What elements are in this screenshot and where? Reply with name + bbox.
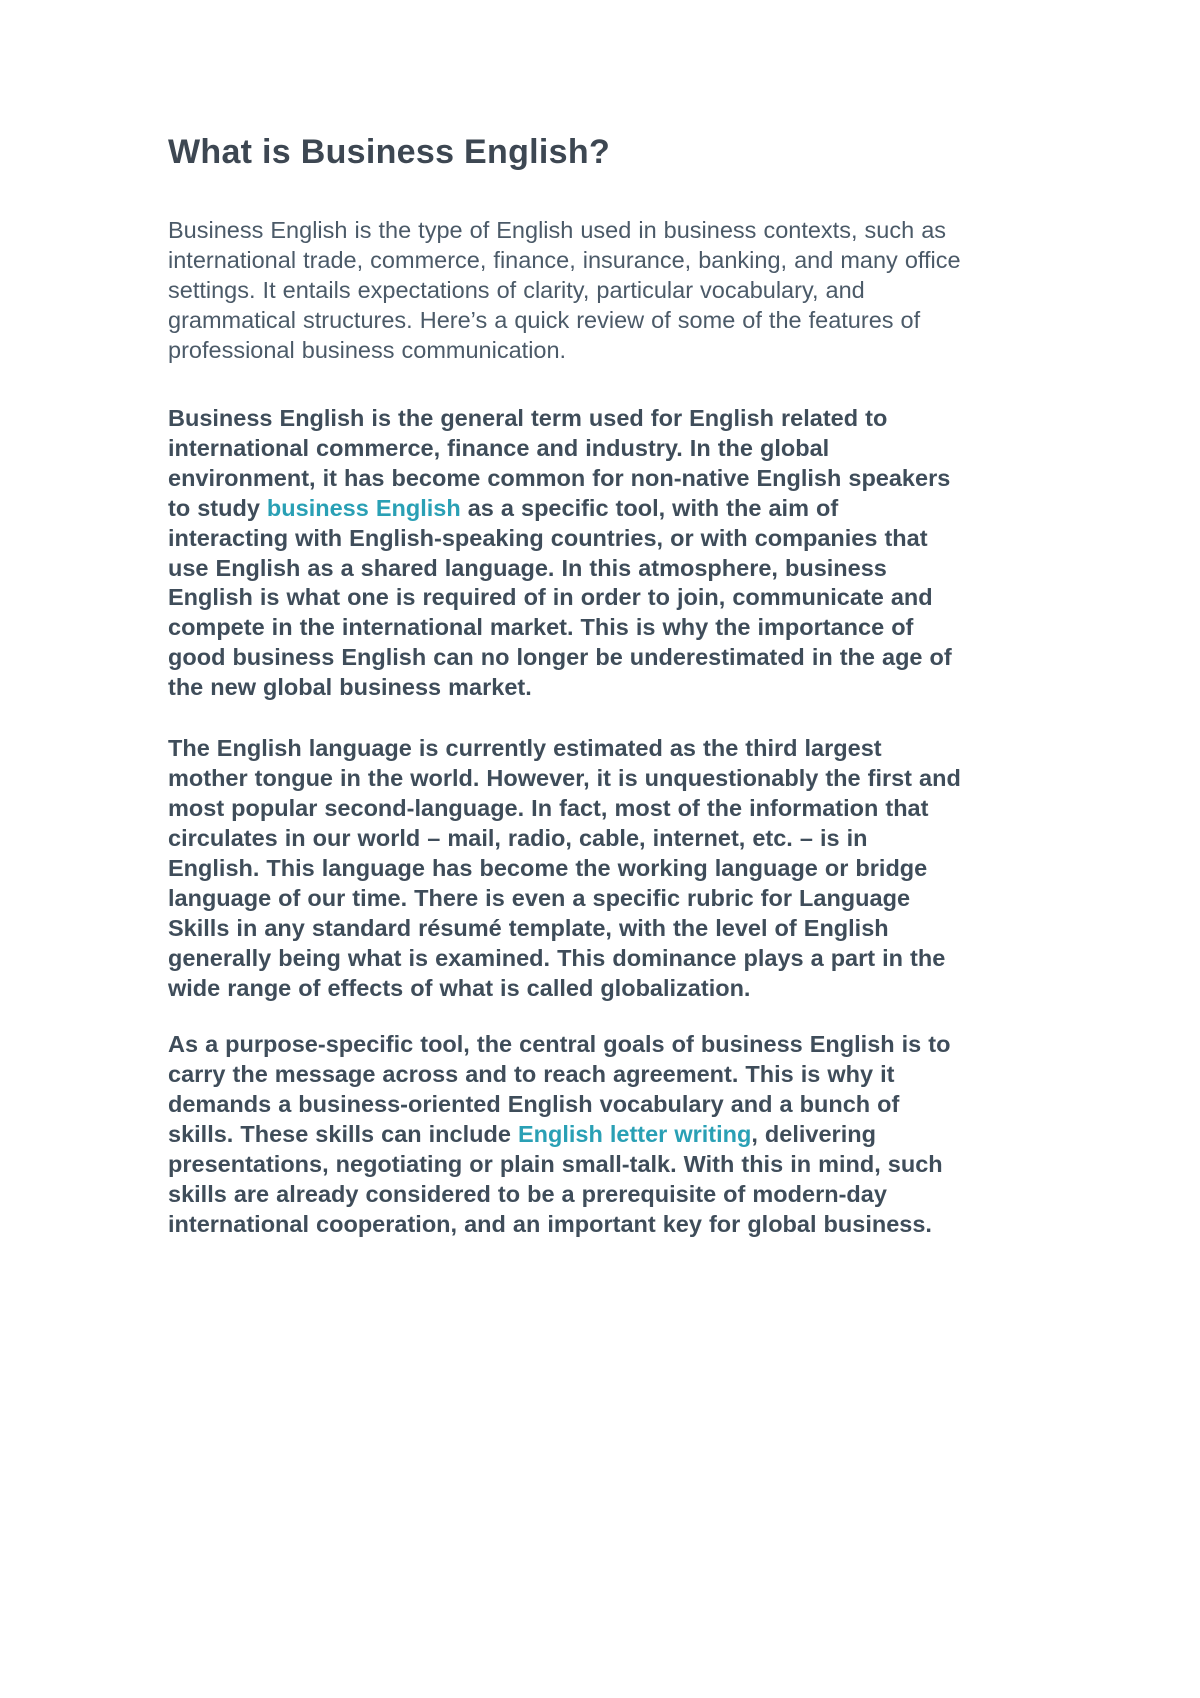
paragraph xyxy=(168,404,963,704)
paragraph-text: Business English is the general term used for English related to international commerce, finance and industry. In the global environment, it has become common for non-native English speakers to study xyxy=(168,404,951,521)
paragraph-text: , delivering presentations, negotiating or plain small-talk. With this in mind, such skills are already considered to be a prerequisite of modern-day international cooperation, and an important key for global business. xyxy=(168,1120,943,1237)
paragraph xyxy=(168,216,963,366)
page-title: What is Business English? xyxy=(168,133,611,171)
paragraph-text: Business English is the type of English used in business contexts, such as international trade, commerce, finance, insurance, banking, and many office settings. It entails expectations of clarity, particular vocabulary, and grammatical structures. Here’s a quick review of some of the features of professional business communication. xyxy=(168,217,961,363)
inline-link[interactable]: business English xyxy=(266,494,461,521)
paragraph-text: As a purpose-specific tool, the central goals of business English is to carry the message across and to reach agreement. This is why it demands a business-oriented English vocabulary and a bunch of skills. These skills can include xyxy=(168,1030,951,1147)
paragraph-text: The English language is currently estimated as the third largest mother tongue in the world. However, it is unquestionably the first and most popular second-language. In fact, most of the information that circulates in our world – mail, radio, cable, internet, etc. – is in English. This language has become the working language or bridge language of our time. There is even a specific rubric for Language Skills in any standard résumé template, with the level of English generally being what is examined. This dominance plays a part in the wide range of effects of what is called globalization. xyxy=(168,735,961,1001)
paragraph xyxy=(168,1030,963,1240)
paragraph-text: as a specific tool, with the aim of interacting with English-speaking countries, or with companies that use English as a shared language. In this atmosphere, business English is what one is required of in order to join, communicate and compete in the international market. This is why the importance of good business English can no longer be underestimated in the age of the new global business market. xyxy=(168,494,952,701)
paragraph xyxy=(168,734,963,1004)
inline-link[interactable]: English letter writing xyxy=(517,1120,752,1147)
article-body xyxy=(168,216,963,1240)
